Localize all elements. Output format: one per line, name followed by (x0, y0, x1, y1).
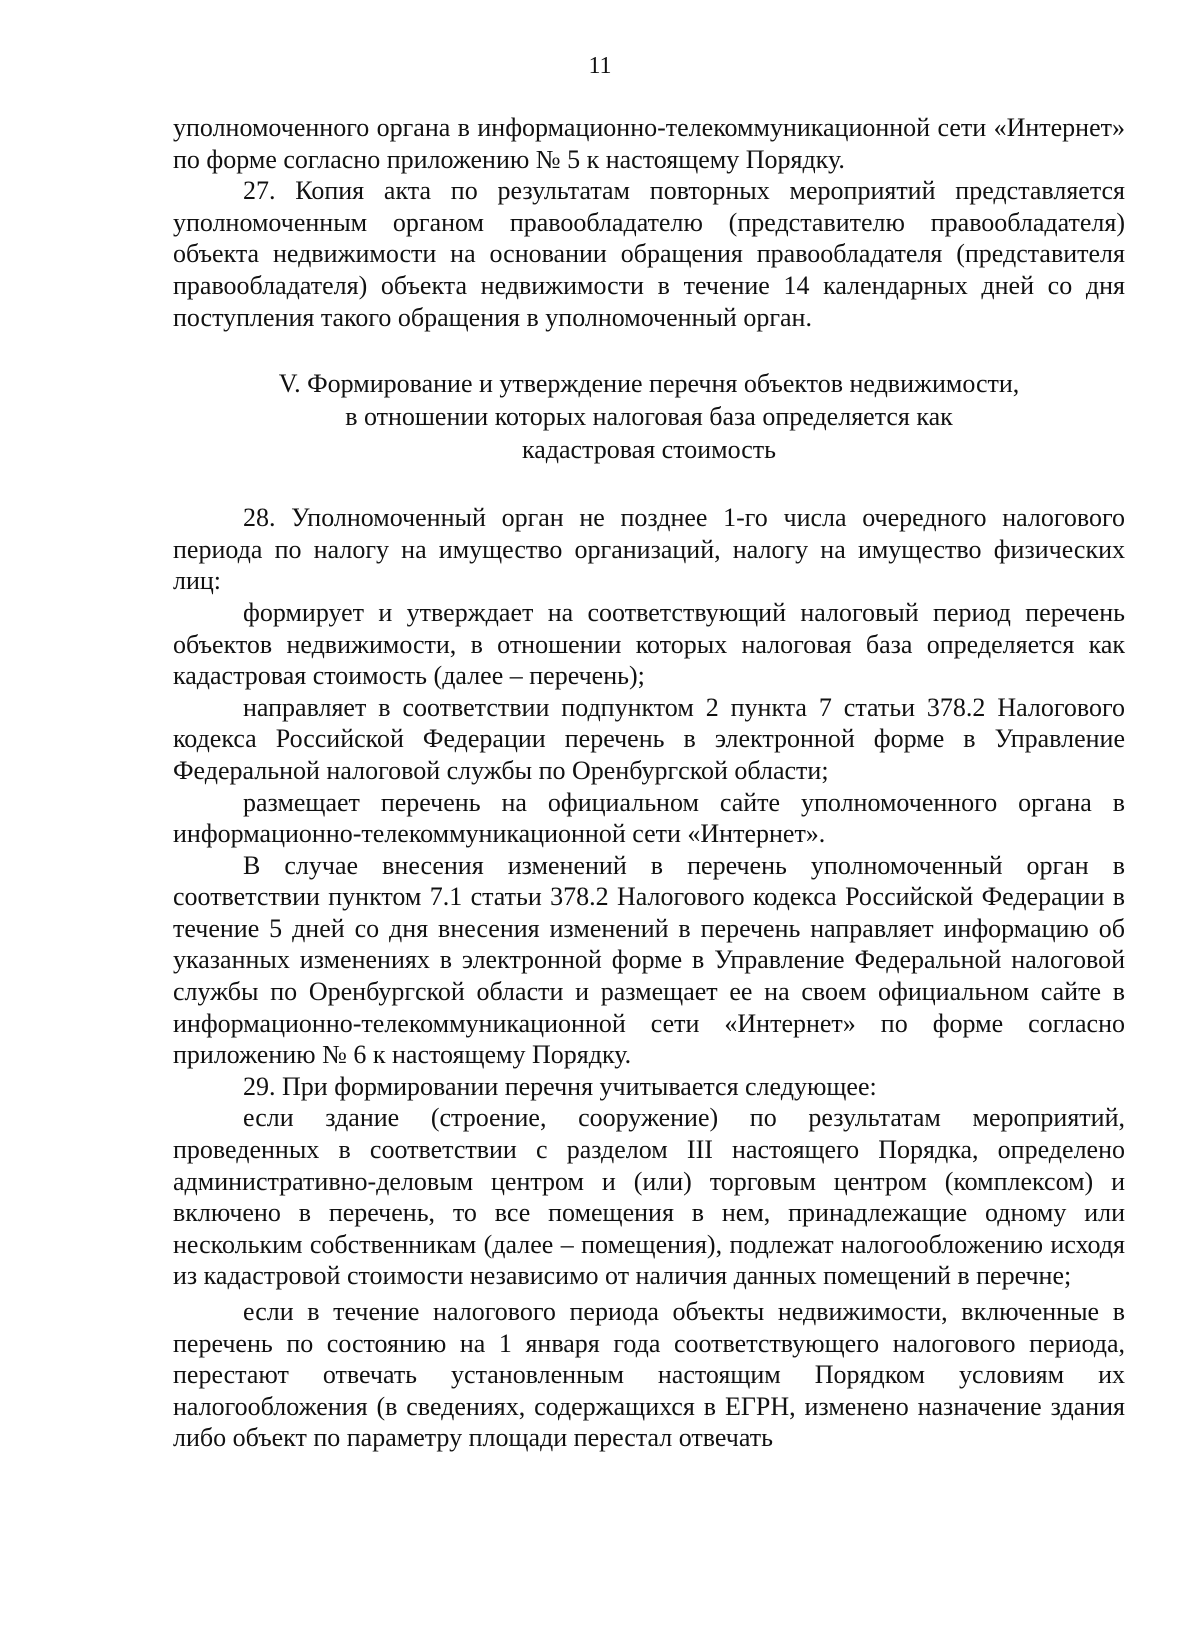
paragraph-28-item-send: направляет в соответствии подпунктом 2 пункта 7 статьи 378.2 Налогового кодекса Российской Федерации перечень в электронной форме в Управление Федеральной налоговой службы по Оренбургской области; (173, 692, 1125, 785)
section-heading-line: кадастровая стоимость (521, 435, 777, 465)
section-heading (173, 367, 1125, 466)
section-heading-line: в отношении которых налоговая база определяется как (345, 402, 953, 432)
paragraph-28: 28. Уполномоченный орган не позднее 1-го числа очередного налогового периода по налогу на имущество организаций, налогу на имущество физических лиц: (173, 503, 1125, 596)
paragraph-28-item-form: формирует и утверждает на соответствующий налоговый период перечень объектов недвижимости, в отношении которых налоговая база определяется как кадастровая стоимость (далее – перечень); (173, 597, 1125, 691)
paragraph-29-item-period: если в течение налогового периода объекты недвижимости, включенные в перечень по состоянию на 1 января года соответствующего налогового периода, перестают отвечать установленным настоящим Порядком условиям их налогообложения (в сведениях, содержащихся в ЕГРН, изменено назначение здания либо объект по параметру площади перестал отвечать (173, 1297, 1125, 1453)
paragraph-29: 29. При формировании перечня учитывается следующее: (243, 1071, 877, 1101)
paragraph-28-item-publish: размещает перечень на официальном сайте уполномоченного органа в информационно-телекоммуникационной сети «Интернет». (173, 787, 1125, 849)
document-body (173, 112, 1125, 1454)
paragraph-29-item-building: если здание (строение, сооружение) по результатам мероприятий, проведенных в соответствии с разделом III настоящего Порядка, определено административно-деловым центром и (или) торговым центром (комплексом) и включено в перечень, то все помещения в нем, принадлежащие одному или нескольким собственникам (далее – помещения), подлежат налогообложению исходя из кадастровой стоимости независимо от наличия данных помещений в перечне; (173, 1103, 1125, 1291)
page-number: 11 (588, 53, 612, 79)
paragraph-28-changes: В случае внесения изменений в перечень уполномоченный орган в соответствии пунктом 7.1 статьи 378.2 Налогового кодекса Российской Федерации в течение 5 дней со дня внесения изменений в перечень направляет информацию об указанных изменениях в электронной форме в Управление Федеральной налоговой службы по Оренбургской области и размещает ее на своем официальном сайте в информационно-телекоммуникационной сети «Интернет» по форме согласно приложению № 6 к настоящему Порядку. (173, 850, 1125, 1070)
paragraph-27: 27. Копия акта по результатам повторных мероприятий представляется уполномоченным органом правообладателю (представителю правообладателя) объекта недвижимости на основании обращения правообладателя (представителя правообладателя) объекта недвижимости в течение 14 календарных дней со дня поступления такого обращения в уполномоченный орган. (173, 176, 1125, 332)
paragraph-continuation: уполномоченного органа в информационно-телекоммуникационной сети «Интернет» по форме согласно приложению № 5 к настоящему Порядку. (173, 113, 1125, 174)
section-heading-line: V. Формирование и утверждение перечня объектов недвижимости, (278, 369, 1020, 399)
